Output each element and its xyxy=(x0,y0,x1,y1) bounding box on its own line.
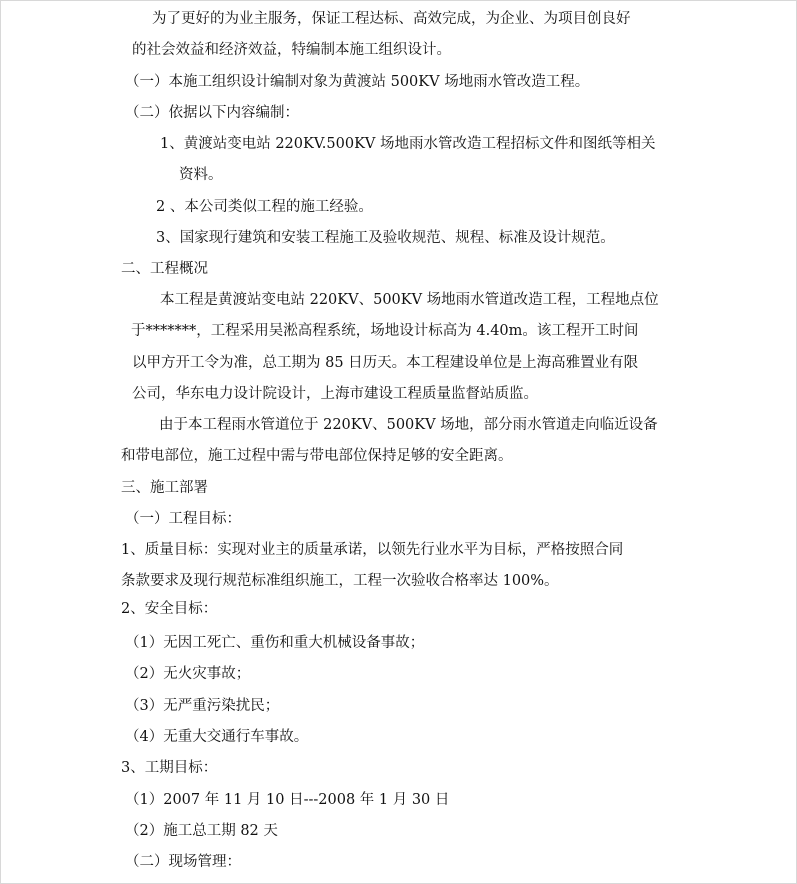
paragraph-line: 的社会效益和经济效益，特编制本施工组织设计。 xyxy=(132,42,451,58)
list-heading: 3、工期目标： xyxy=(121,760,218,776)
subsection-heading: （二）现场管理： xyxy=(125,854,241,870)
subsection-heading: （一）工程目标： xyxy=(125,511,241,527)
list-item: （4）无重大交通行车事故。 xyxy=(125,729,309,745)
list-item: （3）无严重污染扰民； xyxy=(125,698,280,714)
list-item: 3、国家现行建筑和安装工程施工及验收规范、规程、标准及设计规范。 xyxy=(156,230,615,246)
section-item: （二）依据以下内容编制： xyxy=(125,105,299,121)
list-item: 1、黄渡站变电站 220KV.500KV 场地雨水管改造工程招标文件和图纸等相关 xyxy=(160,136,656,152)
list-heading: 2、安全目标： xyxy=(121,601,218,617)
list-item: （2）无火灾事故； xyxy=(125,666,251,682)
paragraph-line: 1、质量目标：实现对业主的质量承诺，以领先行业水平为目标，严格按照合同 xyxy=(121,542,624,558)
section-heading: 三、施工部署 xyxy=(121,480,208,496)
paragraph-line: 条款要求及现行规范标准组织施工，工程一次验收合格率达 100%。 xyxy=(121,573,559,589)
paragraph-line: 公司，华东电力设计院设计，上海市建设工程质量监督站质监。 xyxy=(132,386,538,402)
list-item-continuation: 资料。 xyxy=(179,167,223,183)
paragraph-line: 为了更好的为业主服务，保证工程达标、高效完成，为企业、为项目创良好 xyxy=(152,11,631,27)
section-item: （一）本施工组织设计编制对象为黄渡站 500KV 场地雨水管改造工程。 xyxy=(125,74,590,90)
paragraph-line: 于*******，工程采用吴淞高程系统，场地设计标高为 4.40m。该工程开工时间 xyxy=(131,323,639,339)
section-heading: 二、工程概况 xyxy=(121,261,208,277)
paragraph-line: 和带电部位，施工过程中需与带电部位保持足够的安全距离。 xyxy=(121,448,513,464)
list-item: （2）施工总工期 82 天 xyxy=(125,823,278,839)
paragraph-line: 由于本工程雨水管道位于 220KV、500KV 场地，部分雨水管道走向临近设备 xyxy=(159,417,658,433)
list-item: （1）2007 年 11 月 10 日---2008 年 1 月 30 日 xyxy=(125,792,450,808)
paragraph-line: 本工程是黄渡站变电站 220KV、500KV 场地雨水管道改造工程，工程地点位 xyxy=(160,292,659,308)
list-item: （1）无因工死亡、重伤和重大机械设备事故； xyxy=(125,635,425,651)
paragraph-line: 以甲方开工令为准，总工期为 85 日历天。本工程建设单位是上海高雅置业有限 xyxy=(132,355,639,371)
list-item: 2 、本公司类似工程的施工经验。 xyxy=(156,199,373,215)
